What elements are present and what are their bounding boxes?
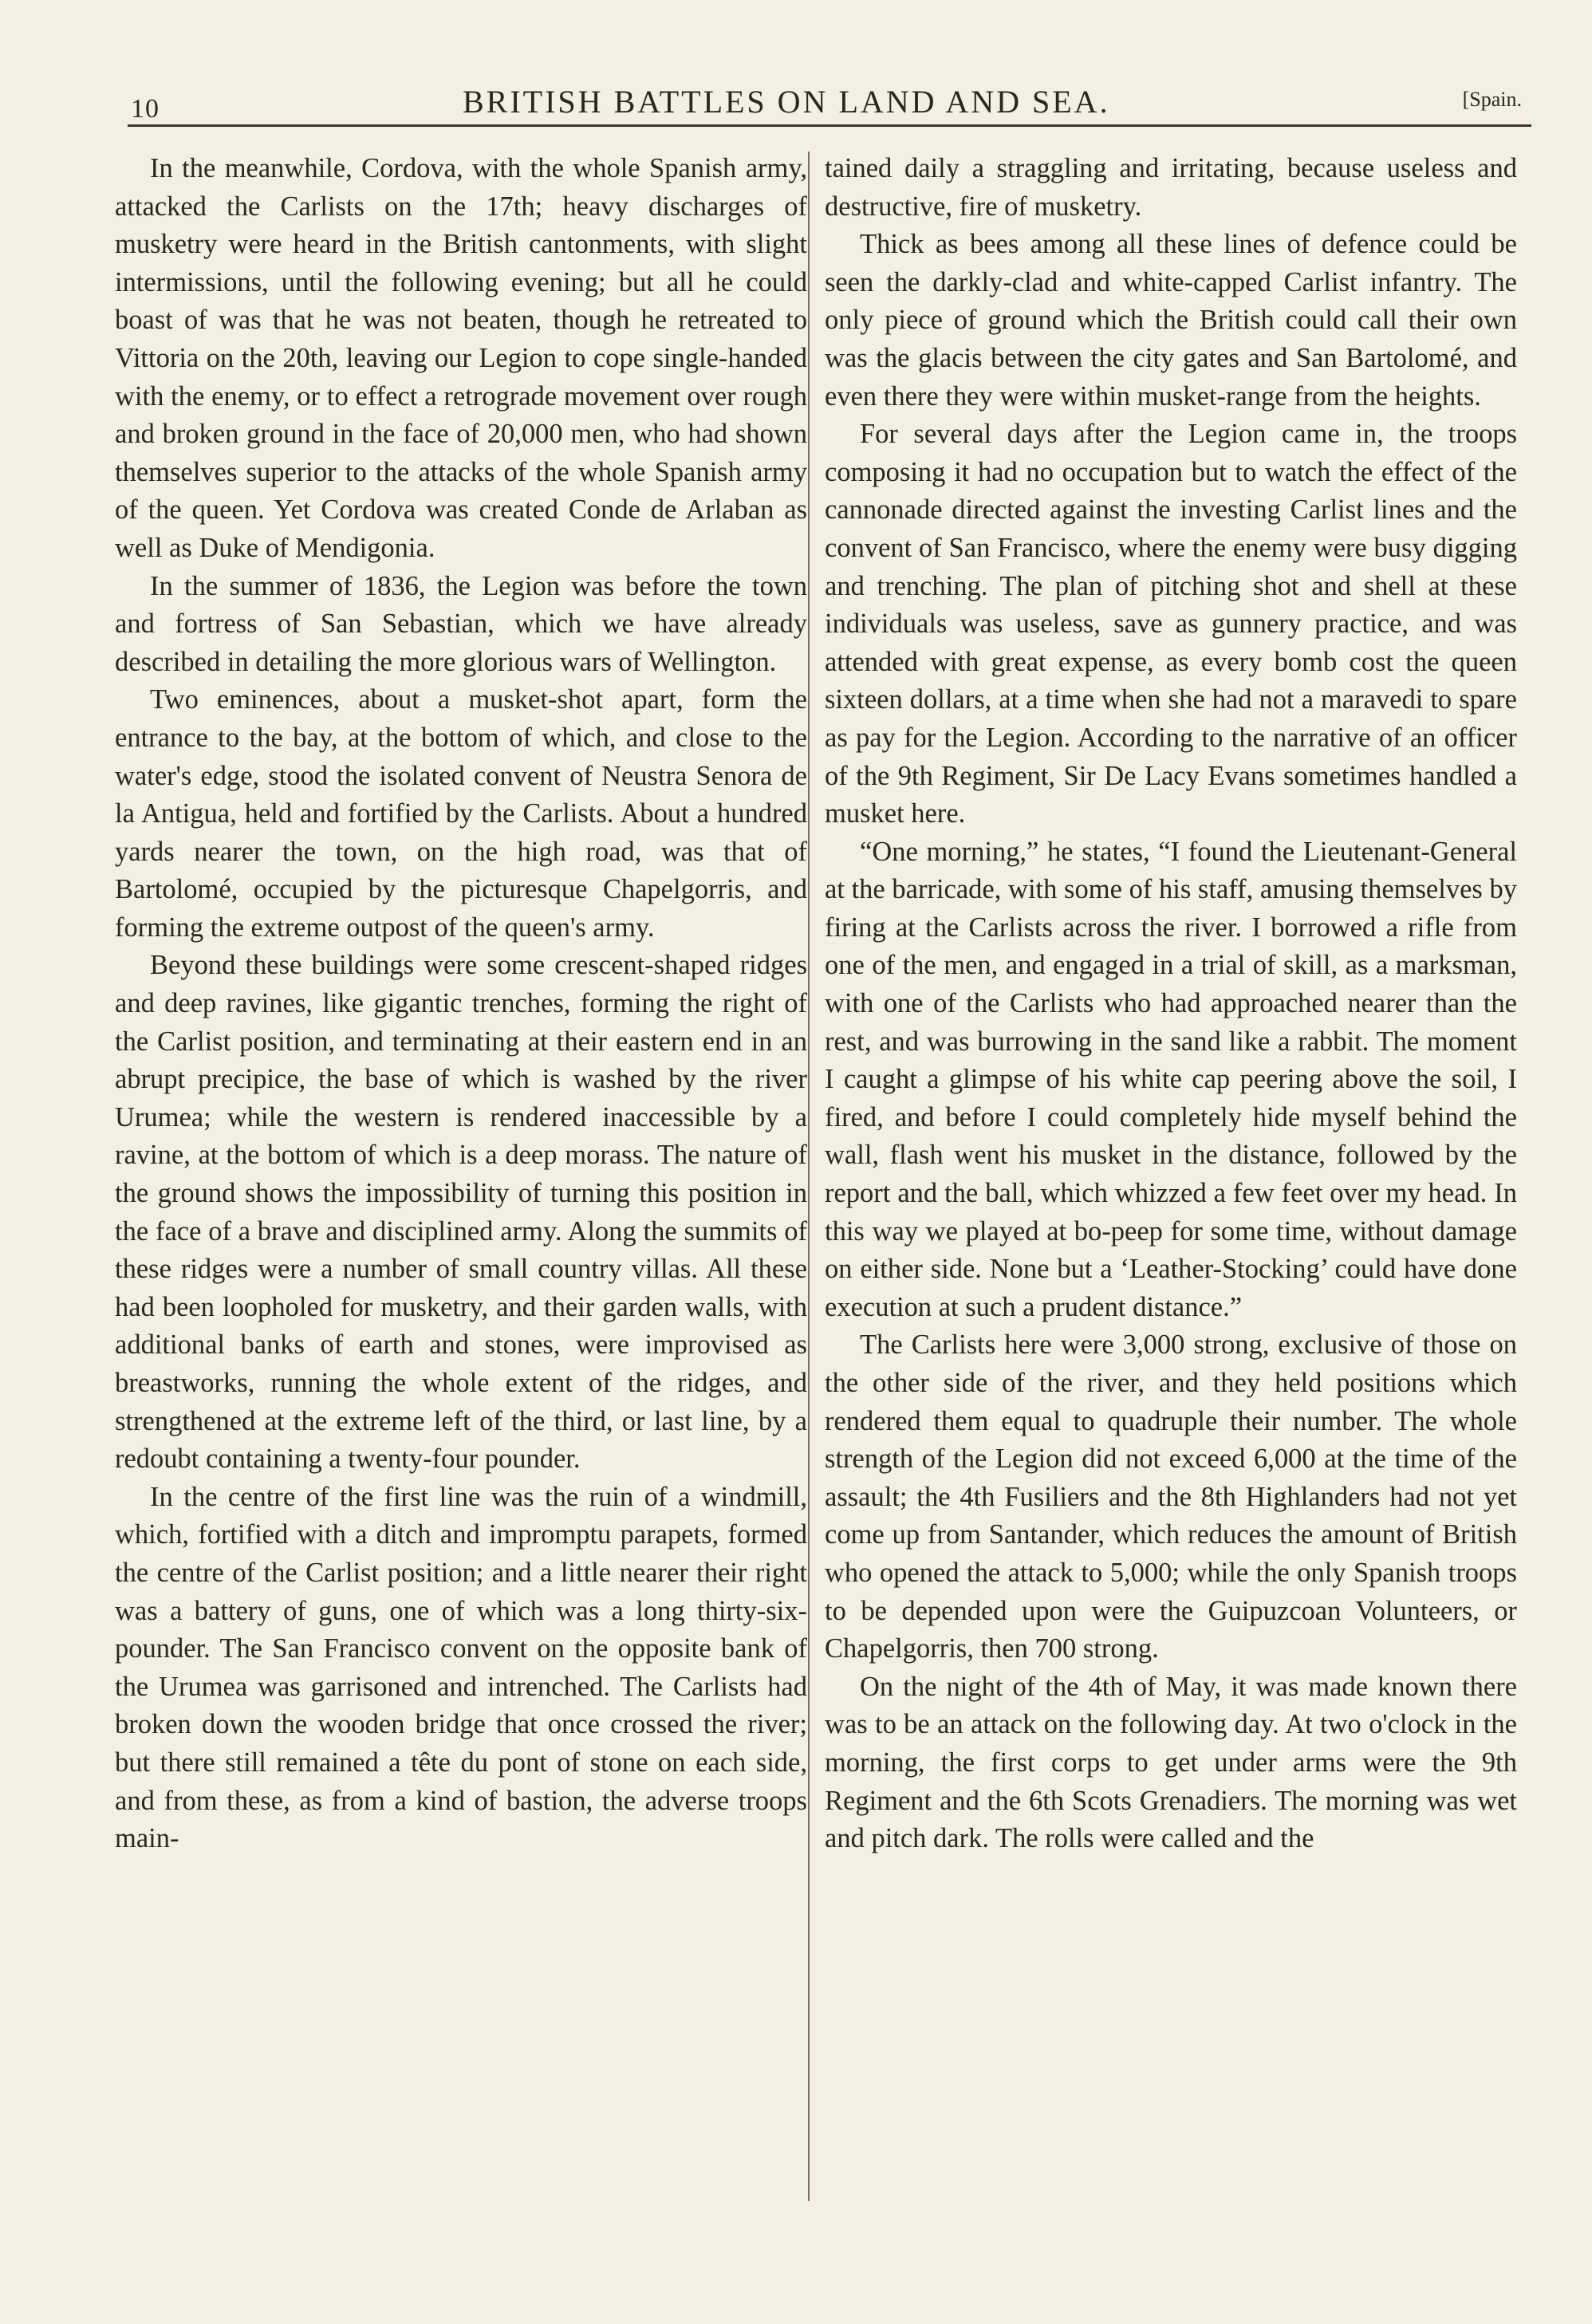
right-column: [825, 150, 1517, 1858]
paragraph: tained daily a straggling and irritating, because useless and destructive, fire of musketry.: [825, 153, 1517, 222]
paragraph: On the night of the 4th of May, it was made known there was to be an attack on the following day. At two o'clock in the morning, the first corps to get under arms were the 9th Regiment and the 6th Scots Grenadiers. The morning was wet and pitch dark. The rolls were called and the: [825, 1671, 1517, 1854]
paragraph: For several days after the Legion came in, the troops composing it had no occupation but to watch the effect of the cannonade directed against the investing Carlist lines and the convent of San Francisco, where the enemy were busy digging and trenching. The plan of pitching shot and shell at these individuals was useless, save as gunnery practice, and was attended with great expense, as every bomb cost the queen sixteen dollars, at a time when she had not a maravedi to spare as pay for the Legion. According to the narrative of an officer of the 9th Regiment, Sir De Lacy Evans sometimes handled a musket here.: [825, 419, 1517, 829]
paragraph: In the meanwhile, Cordova, with the whole Spanish army, attacked the Carlists on the 17th; heavy discharges of musketry were heard in the British cantonments, with slight intermissions, until the following evening; but all he could boast of was that he was not beaten, though he retreated to Vittoria on the 20th, leaving our Legion to cope single-handed with the enemy, or to effect a retrograde movement over rough and broken ground in the face of 20,000 men, who had shown themselves superior to the attacks of the whole Spanish army of the queen. Yet Cordova was created Conde de Arlaban as well as Duke of Mendigonia.: [115, 153, 807, 563]
header-rule: [128, 124, 1531, 127]
column-divider: [808, 152, 810, 2201]
paragraph: Two eminences, about a musket-shot apart, form the entrance to the bay, at the bottom of which, and close to the water's edge, stood the isolated convent of Neustra Senora de la Antigua, held and fortified by the Carlists. About a hundred yards nearer the town, on the high road, was that of Bartolomé, occupied by the picturesque Chapelgorris, and forming the extreme outpost of the queen's army.: [115, 684, 807, 943]
section-tag: [Spain.: [1462, 88, 1522, 111]
paragraph: In the summer of 1836, the Legion was before the town and fortress of San Sebastian, which we have already described in detailing the more glorious wars of Wellington.: [115, 570, 807, 677]
paragraph: Beyond these buildings were some crescent-shaped ridges and deep ravines, like gigantic trenches, forming the right of the Carlist position, and terminating at their eastern end in an abrupt precipice, the base of which is washed by the river Urumea; while the western is rendered inaccessible by a ravine, at the bottom of which is a deep morass. The nature of the ground shows the impossibility of turning this position in the face of a brave and disciplined army. Along the summits of these ridges were a number of small country villas. All these had been loopholed for musketry, and their garden walls, with additional banks of earth and stones, were improvised as breastworks, running the whole extent of the ridges, and strengthened at the extreme left of the third, or last line, by a redoubt containing a twenty-four pounder.: [115, 950, 807, 1475]
page-header: [128, 80, 1531, 128]
left-column: [115, 150, 807, 1858]
paragraph: “One morning,” he states, “I found the Lieutenant-General at the barricade, with some of his staff, amusing themselves by firing at the Carlists across the river. I borrowed a rifle from one of the men, and engaged in a trial of skill, as a marksman, with one of the Carlists who had approached nearer than the rest, and was burrowing in the sand like a rabbit. The moment I caught a glimpse of his white cap peering above the soil, I fired, and before I could completely hide myself behind the wall, flash went his musket in the distance, followed by the report and the ball, which whizzed a few feet over my head. In this way we played at bo-peep for some time, without damage on either side. None but a ‘Leather-Stocking’ could have done execution at such a prudent distance.”: [825, 836, 1517, 1322]
page-number: 10: [131, 94, 160, 124]
paragraph: Thick as bees among all these lines of defence could be seen the darkly-clad and white-capped Carlist infantry. The only piece of ground which the British could call their own was the glacis between the city gates and San Bartolomé, and even there they were within musket-range from the heights.: [825, 229, 1517, 412]
running-title: BRITISH BATTLES ON LAND AND SEA.: [463, 84, 1110, 120]
paragraph: The Carlists here were 3,000 strong, exclusive of those on the other side of the river, and they held positions which rendered them equal to quadruple their number. The whole strength of the Legion did not exceed 6,000 at the time of the assault; the 4th Fusiliers and the 8th Highlanders had not yet come up from Santander, which reduces the amount of British who opened the attack to 5,000; while the only Spanish troops to be depended upon were the Guipuzcoan Volunteers, or Chapelgorris, then 700 strong.: [825, 1329, 1517, 1664]
paragraph: In the centre of the first line was the ruin of a windmill, which, fortified with a ditch and impromptu parapets, formed the centre of the Carlist position; and a little nearer their right was a battery of guns, one of which was a long thirty-six-pounder. The San Francisco convent on the opposite bank of the Urumea was garrisoned and intrenched. The Carlists had broken down the wooden bridge that once crossed the river; but there still remained a tête du pont of stone on each side, and from these, as from a kind of bastion, the adverse troops main-: [115, 1481, 807, 1854]
